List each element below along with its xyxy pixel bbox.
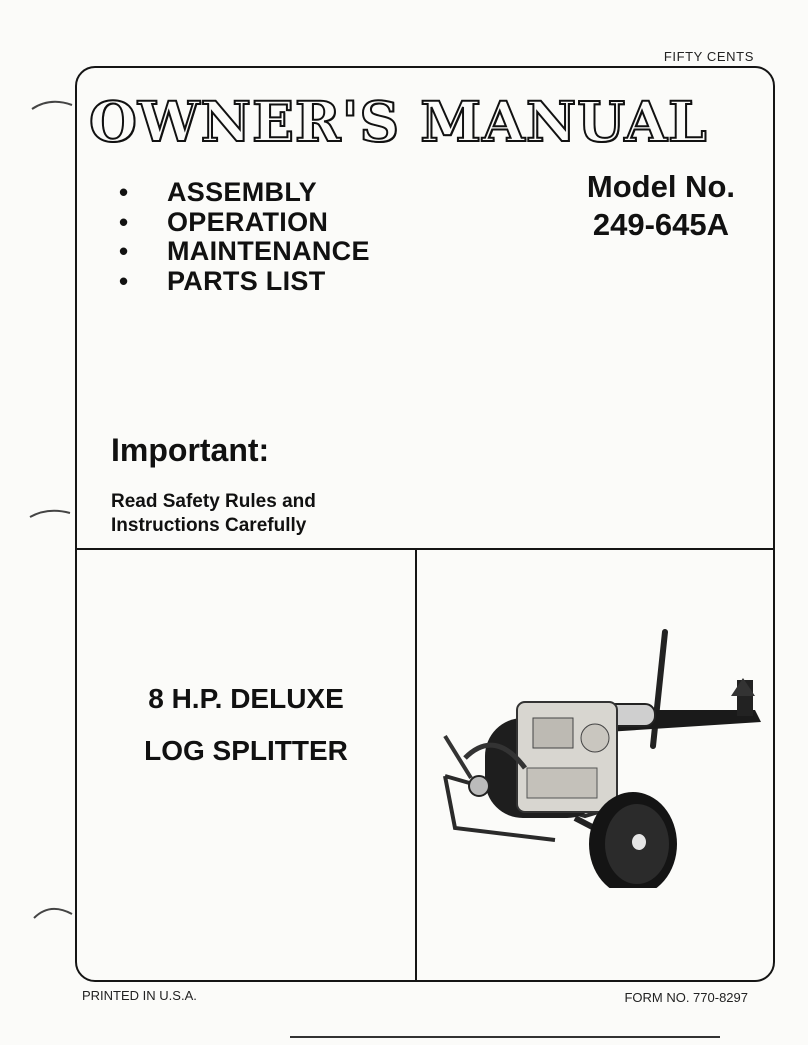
- binder-hole-mark-middle: [28, 505, 72, 525]
- model-block: [587, 168, 735, 244]
- list-item: • PARTS LIST: [119, 265, 326, 296]
- bullet-icon: •: [119, 236, 129, 266]
- bullet-icon: •: [119, 206, 129, 237]
- contents-list: [119, 178, 370, 296]
- product-name: 8 H.P. DELUXE LOG SPLITTER: [144, 683, 348, 766]
- list-item: • ASSEMBLY: [119, 177, 317, 207]
- divider-vertical: [415, 548, 417, 980]
- binder-hole-mark-top: [30, 95, 74, 115]
- binder-hole-mark-bottom: [32, 902, 76, 926]
- footer-rule: [290, 1036, 720, 1038]
- model-number: 249-645A: [592, 207, 730, 242]
- price-label: FIFTY CENTS: [663, 49, 754, 64]
- bullet-icon: •: [119, 177, 129, 207]
- important-heading: Important:: [111, 432, 270, 468]
- list-item: • OPERATION: [119, 206, 329, 237]
- divider-horizontal: [77, 548, 773, 550]
- log-splitter-photo: [425, 618, 765, 888]
- cover-frame: [75, 66, 775, 982]
- safety-note: Read Safety Rules and Instructions Carefully: [111, 491, 316, 536]
- form-number: FORM NO. 770-8297: [624, 990, 748, 1005]
- printed-in-label: PRINTED IN U.S.A.: [82, 988, 197, 1003]
- model-label: Model No.: [586, 169, 735, 204]
- bullet-icon: •: [119, 265, 129, 296]
- list-item: • MAINTENANCE: [119, 236, 370, 266]
- manual-title: OWNER'S MANUAL: [89, 89, 708, 154]
